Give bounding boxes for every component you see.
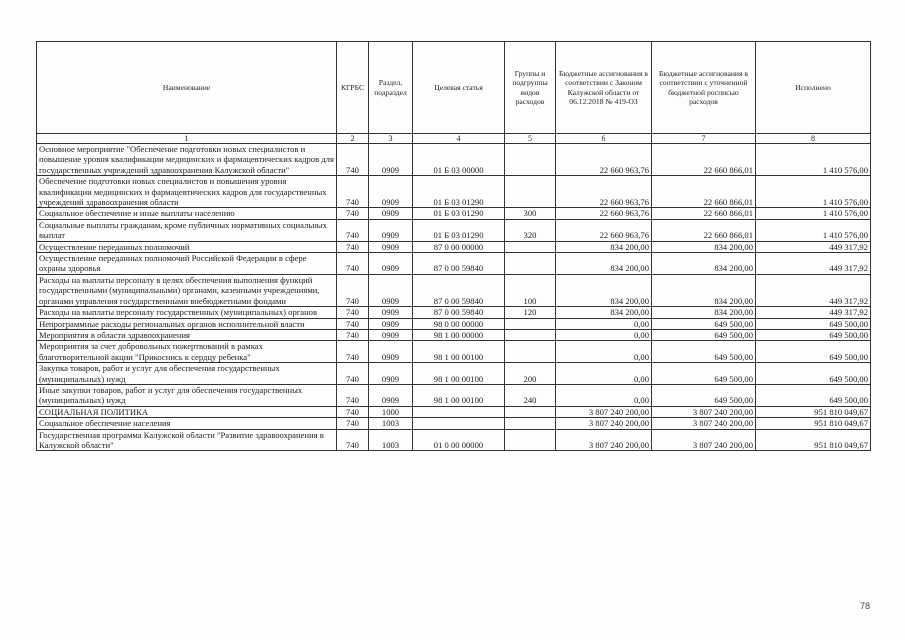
table-row — [37, 241, 871, 252]
table-row — [37, 406, 871, 417]
row-target: 98 0 00 00000 — [413, 318, 505, 329]
col-number: 6 — [556, 134, 652, 144]
row-target: 87 0 00 59840 — [413, 307, 505, 318]
row-name: Мероприятия в области здравоохранения — [37, 329, 337, 340]
row-section: 0909 — [369, 318, 413, 329]
header-refined: Бюджетные ассигнования в соответствии с уточненной бюджетной росписью расходов — [652, 42, 756, 134]
row-target — [413, 406, 505, 417]
row-execution-amount: 449 317,92 — [756, 307, 871, 318]
row-kgrbs: 740 — [337, 176, 369, 208]
row-name: Осуществление переданных полномочий — [37, 241, 337, 252]
row-group — [505, 418, 556, 429]
row-group: 300 — [505, 208, 556, 219]
row-execution-amount: 951 810 049,67 — [756, 406, 871, 417]
row-name: Основное мероприятие "Обеспечение подготовки новых специалистов и повышение уровня квалификации медицинских и фармацевтических кадров для государственных учреждений здравоохранения Калужской области" — [37, 144, 337, 176]
row-section: 0909 — [369, 384, 413, 406]
row-group: 320 — [505, 219, 556, 241]
row-kgrbs: 740 — [337, 363, 369, 385]
row-refined-amount: 834 200,00 — [652, 307, 756, 318]
row-target: 98 1 00 00000 — [413, 329, 505, 340]
row-name: Социальное обеспечение населения — [37, 418, 337, 429]
row-section: 1003 — [369, 418, 413, 429]
row-target: 01 Б 03 01290 — [413, 208, 505, 219]
row-law-amount: 22 660 963,76 — [556, 219, 652, 241]
row-name: Расходы на выплаты персоналу в целях обеспечения выполнения функций государственными (муниципальными) органами, казенными учреждениями, органами управления государственными внебюджетными фондами — [37, 274, 337, 306]
header-execution: Исполнено — [756, 42, 871, 134]
row-refined-amount: 22 660 866,01 — [652, 219, 756, 241]
table-row — [37, 253, 871, 275]
row-kgrbs: 740 — [337, 219, 369, 241]
header-group: Группы и подгруппы видов расходов — [505, 42, 556, 134]
row-section: 0909 — [369, 219, 413, 241]
row-execution-amount: 649 500,00 — [756, 363, 871, 385]
row-law-amount: 3 807 240 200,00 — [556, 429, 652, 451]
row-group — [505, 176, 556, 208]
row-refined-amount: 649 500,00 — [652, 329, 756, 340]
row-law-amount: 3 807 240 200,00 — [556, 418, 652, 429]
table-row — [37, 318, 871, 329]
table-row — [37, 418, 871, 429]
row-law-amount: 22 660 963,76 — [556, 176, 652, 208]
row-section: 0909 — [369, 241, 413, 252]
table-row — [37, 274, 871, 306]
row-target: 87 0 00 59840 — [413, 274, 505, 306]
row-section: 1000 — [369, 406, 413, 417]
col-number: 8 — [756, 134, 871, 144]
row-group — [505, 253, 556, 275]
row-section: 1003 — [369, 429, 413, 451]
row-target — [413, 418, 505, 429]
header-section: Раздел, подраздел — [369, 42, 413, 134]
col-number: 1 — [37, 134, 337, 144]
header-row — [37, 42, 871, 134]
row-group: 120 — [505, 307, 556, 318]
row-execution-amount: 1 410 576,00 — [756, 176, 871, 208]
row-law-amount: 0,00 — [556, 341, 652, 363]
table-row — [37, 429, 871, 451]
row-section: 0909 — [369, 363, 413, 385]
table-row — [37, 208, 871, 219]
row-kgrbs: 740 — [337, 384, 369, 406]
row-refined-amount: 3 807 240 200,00 — [652, 418, 756, 429]
row-name: Обеспечение подготовки новых специалистов и повышения уровня квалификации медицинских и фармацевтических кадров для государственных учреждений здравоохранения области — [37, 176, 337, 208]
row-name: СОЦИАЛЬНАЯ ПОЛИТИКА — [37, 406, 337, 417]
row-target: 98 1 00 00100 — [413, 341, 505, 363]
row-execution-amount: 1 410 576,00 — [756, 208, 871, 219]
row-group — [505, 144, 556, 176]
row-group — [505, 341, 556, 363]
row-section: 0909 — [369, 329, 413, 340]
row-law-amount: 22 660 963,76 — [556, 208, 652, 219]
row-kgrbs: 740 — [337, 208, 369, 219]
table-row — [37, 219, 871, 241]
row-name: Закупка товаров, работ и услуг для обеспечения государственных (муниципальных) нужд — [37, 363, 337, 385]
row-section: 0909 — [369, 307, 413, 318]
row-name: Иные закупки товаров, работ и услуг для обеспечения государственных (муниципальных) нужд — [37, 384, 337, 406]
row-name: Мероприятия за счет добровольных пожертвований в рамках благотворительной акции "Прикоснись к сердцу ребенка" — [37, 341, 337, 363]
row-target: 01 Б 03 01290 — [413, 219, 505, 241]
row-kgrbs: 740 — [337, 253, 369, 275]
row-name: Социальное обеспечение и иные выплаты населению — [37, 208, 337, 219]
row-name: Непрограммные расходы региональных органов исполнительной власти — [37, 318, 337, 329]
header-target: Целевая статья — [413, 42, 505, 134]
row-kgrbs: 740 — [337, 418, 369, 429]
header-name: Наименование — [37, 42, 337, 134]
table-row — [37, 144, 871, 176]
row-target: 01 Б 03 00000 — [413, 144, 505, 176]
table-row — [37, 307, 871, 318]
row-group: 100 — [505, 274, 556, 306]
row-execution-amount: 649 500,00 — [756, 329, 871, 340]
row-law-amount: 0,00 — [556, 329, 652, 340]
row-group — [505, 318, 556, 329]
row-law-amount: 834 200,00 — [556, 307, 652, 318]
row-group — [505, 241, 556, 252]
row-section: 0909 — [369, 341, 413, 363]
row-execution-amount: 1 410 576,00 — [756, 144, 871, 176]
header-law: Бюджетные ассигнования в соответствии с Законом Калужской области от 06.12.2018 № 419-ОЗ — [556, 42, 652, 134]
table-row — [37, 363, 871, 385]
row-law-amount: 0,00 — [556, 384, 652, 406]
row-kgrbs: 740 — [337, 341, 369, 363]
row-refined-amount: 649 500,00 — [652, 341, 756, 363]
row-kgrbs: 740 — [337, 318, 369, 329]
row-target: 98 1 00 00100 — [413, 384, 505, 406]
row-execution-amount: 951 810 049,67 — [756, 429, 871, 451]
row-kgrbs: 740 — [337, 406, 369, 417]
row-execution-amount: 449 317,92 — [756, 241, 871, 252]
row-target: 01 0 00 00000 — [413, 429, 505, 451]
row-law-amount: 0,00 — [556, 318, 652, 329]
table-body — [37, 144, 871, 451]
col-number: 3 — [369, 134, 413, 144]
row-kgrbs: 740 — [337, 429, 369, 451]
row-law-amount: 22 660 963,76 — [556, 144, 652, 176]
row-name: Социальные выплаты гражданам, кроме публичных нормативных социальных выплат — [37, 219, 337, 241]
row-section: 0909 — [369, 144, 413, 176]
col-number: 5 — [505, 134, 556, 144]
row-section: 0909 — [369, 253, 413, 275]
row-refined-amount: 3 807 240 200,00 — [652, 429, 756, 451]
row-section: 0909 — [369, 208, 413, 219]
col-number: 2 — [337, 134, 369, 144]
row-refined-amount: 3 807 240 200,00 — [652, 406, 756, 417]
row-refined-amount: 649 500,00 — [652, 384, 756, 406]
row-group — [505, 406, 556, 417]
row-execution-amount: 649 500,00 — [756, 384, 871, 406]
row-target: 01 Б 03 01290 — [413, 176, 505, 208]
row-execution-amount: 951 810 049,67 — [756, 418, 871, 429]
row-execution-amount: 449 317,92 — [756, 274, 871, 306]
row-refined-amount: 22 660 866,01 — [652, 144, 756, 176]
row-kgrbs: 740 — [337, 241, 369, 252]
table-row — [37, 329, 871, 340]
row-group — [505, 429, 556, 451]
row-group: 200 — [505, 363, 556, 385]
row-target: 98 1 00 00100 — [413, 363, 505, 385]
page-number: 78 — [860, 601, 871, 611]
row-target: 87 0 00 59840 — [413, 253, 505, 275]
row-group — [505, 329, 556, 340]
row-execution-amount: 1 410 576,00 — [756, 219, 871, 241]
row-name: Государственная программа Калужской области "Развитие здравоохранения в Калужской области" — [37, 429, 337, 451]
row-refined-amount: 834 200,00 — [652, 253, 756, 275]
budget-table — [36, 41, 871, 451]
row-refined-amount: 834 200,00 — [652, 241, 756, 252]
table-row — [37, 384, 871, 406]
row-law-amount: 834 200,00 — [556, 241, 652, 252]
row-section: 0909 — [369, 274, 413, 306]
row-execution-amount: 649 500,00 — [756, 341, 871, 363]
row-law-amount: 834 200,00 — [556, 253, 652, 275]
row-law-amount: 834 200,00 — [556, 274, 652, 306]
row-group: 240 — [505, 384, 556, 406]
row-section: 0909 — [369, 176, 413, 208]
row-refined-amount: 649 500,00 — [652, 363, 756, 385]
row-law-amount: 3 807 240 200,00 — [556, 406, 652, 417]
col-number: 4 — [413, 134, 505, 144]
row-target: 87 0 00 00000 — [413, 241, 505, 252]
row-refined-amount: 649 500,00 — [652, 318, 756, 329]
table-row — [37, 176, 871, 208]
row-name: Расходы на выплаты персоналу государственных (муниципальных) органов — [37, 307, 337, 318]
row-kgrbs: 740 — [337, 274, 369, 306]
row-kgrbs: 740 — [337, 307, 369, 318]
row-law-amount: 0,00 — [556, 363, 652, 385]
column-number-row — [37, 134, 871, 144]
header-kgrbs: КГРБС — [337, 42, 369, 134]
table-row — [37, 341, 871, 363]
row-refined-amount: 22 660 866,01 — [652, 176, 756, 208]
row-execution-amount: 449 317,92 — [756, 253, 871, 275]
row-kgrbs: 740 — [337, 329, 369, 340]
row-refined-amount: 834 200,00 — [652, 274, 756, 306]
row-name: Осуществление переданных полномочий Российской Федерации в сфере охраны здоровья — [37, 253, 337, 275]
row-refined-amount: 22 660 866,01 — [652, 208, 756, 219]
row-kgrbs: 740 — [337, 144, 369, 176]
row-execution-amount: 649 500,00 — [756, 318, 871, 329]
col-number: 7 — [652, 134, 756, 144]
